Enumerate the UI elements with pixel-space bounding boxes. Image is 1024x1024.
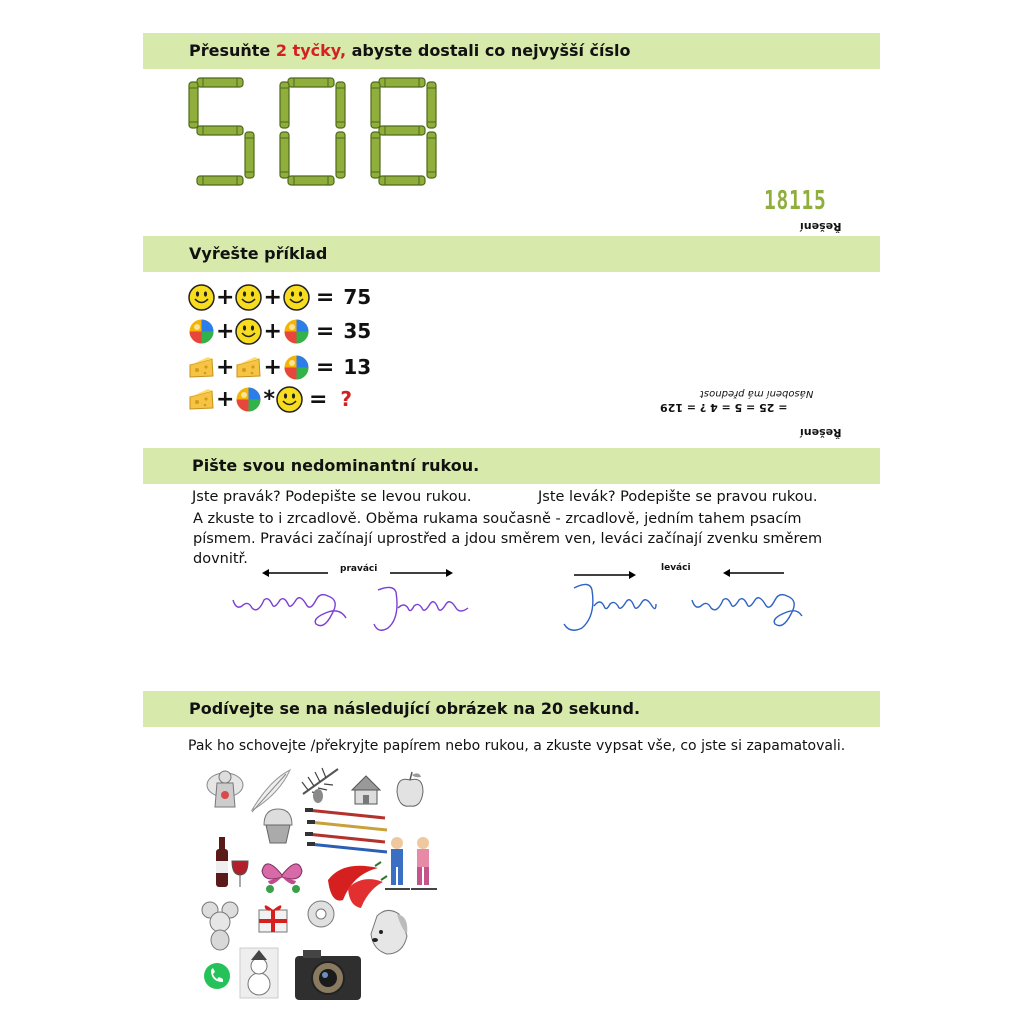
signature-blue [552, 576, 807, 636]
apple-icon [397, 772, 423, 806]
left-handed-instruction: Jste levák? Podepište se pravou rukou. [538, 489, 818, 505]
signature-purple [228, 578, 473, 636]
section-title: Přesuňte 2 tyčky, abyste dostali co nejvyšší číslo [189, 41, 631, 60]
smiley-icon [283, 284, 310, 311]
peppers-icon [328, 862, 387, 908]
solution-matchstick: 18115 [764, 186, 827, 216]
donut-icon [308, 901, 334, 927]
ball-icon [235, 386, 262, 413]
section-header-memory [143, 691, 880, 727]
section-header-matchsticks [143, 33, 880, 69]
matchstick-508-graphic [185, 76, 445, 191]
equation-row: + * = ? [188, 384, 352, 414]
snowman-icon [240, 948, 278, 998]
equation-row: + + = 13 [188, 352, 371, 382]
ball-icon [283, 318, 310, 345]
camera-icon [295, 950, 361, 1000]
equation-row: + + = 75 [188, 282, 371, 312]
mouse-icon [202, 902, 238, 950]
ball-icon [283, 354, 310, 381]
mirror-instruction: A zkuste to i zrcadlově. Oběma rukama současně - zrcadlově, jedním tahem psacím písmem. Praváci začínají uprostřed a jdou směrem ven, leváci začínají zvenku směrem dovnitř. [193, 511, 823, 567]
right-handed-arrows: praváci [260, 565, 455, 581]
phone-icon [204, 963, 230, 989]
solution-label: Řešení [800, 426, 842, 439]
memory-picture-grid [195, 760, 450, 1005]
butterfly-icon [262, 864, 302, 893]
smiley-icon [235, 318, 262, 345]
cheese-icon [188, 386, 215, 413]
equation-row: + + = 35 [188, 316, 371, 346]
smiley-icon [188, 284, 215, 311]
section-title: Vyřešte příklad [189, 244, 328, 263]
highlight-text: 2 tyčky, [275, 41, 347, 60]
ball-icon [188, 318, 215, 345]
cheese-icon [188, 354, 215, 381]
skiers-icon [385, 837, 437, 889]
section-header-handwriting [143, 448, 880, 484]
smiley-icon [235, 284, 262, 311]
house-icon [352, 776, 380, 804]
section-header-math [143, 236, 880, 272]
feather-icon [252, 770, 290, 812]
cupcake-icon [264, 809, 292, 843]
solution-label: Řešení [800, 220, 842, 233]
dog-icon [371, 910, 407, 954]
section-title: Pište svou nedominantní rukou. [192, 456, 480, 475]
cheese-icon [235, 354, 262, 381]
matchstick-puzzle [185, 76, 445, 191]
pine-branch-icon [302, 768, 338, 803]
angel-icon [207, 771, 243, 807]
section-title: Podívejte se na následující obrázek na 20 sekund. [189, 699, 641, 718]
left-handed-arrows: leváci [572, 563, 787, 579]
memory-instruction: Pak ho schovejte /překryjte papírem nebo rukou, a zkuste vypsat vše, co jste si zapamatovali. [188, 738, 846, 754]
gift-icon [259, 905, 287, 932]
wine-icon [216, 837, 248, 887]
right-handed-instruction: Jste pravák? Podepište se levou rukou. [192, 489, 472, 505]
solution-line: = 25 = 5 = 4 ? = 129 [660, 401, 788, 414]
paintbrushes-icon [305, 808, 387, 852]
solution-note: Násobení má přednost [700, 388, 814, 399]
smiley-icon [276, 386, 303, 413]
